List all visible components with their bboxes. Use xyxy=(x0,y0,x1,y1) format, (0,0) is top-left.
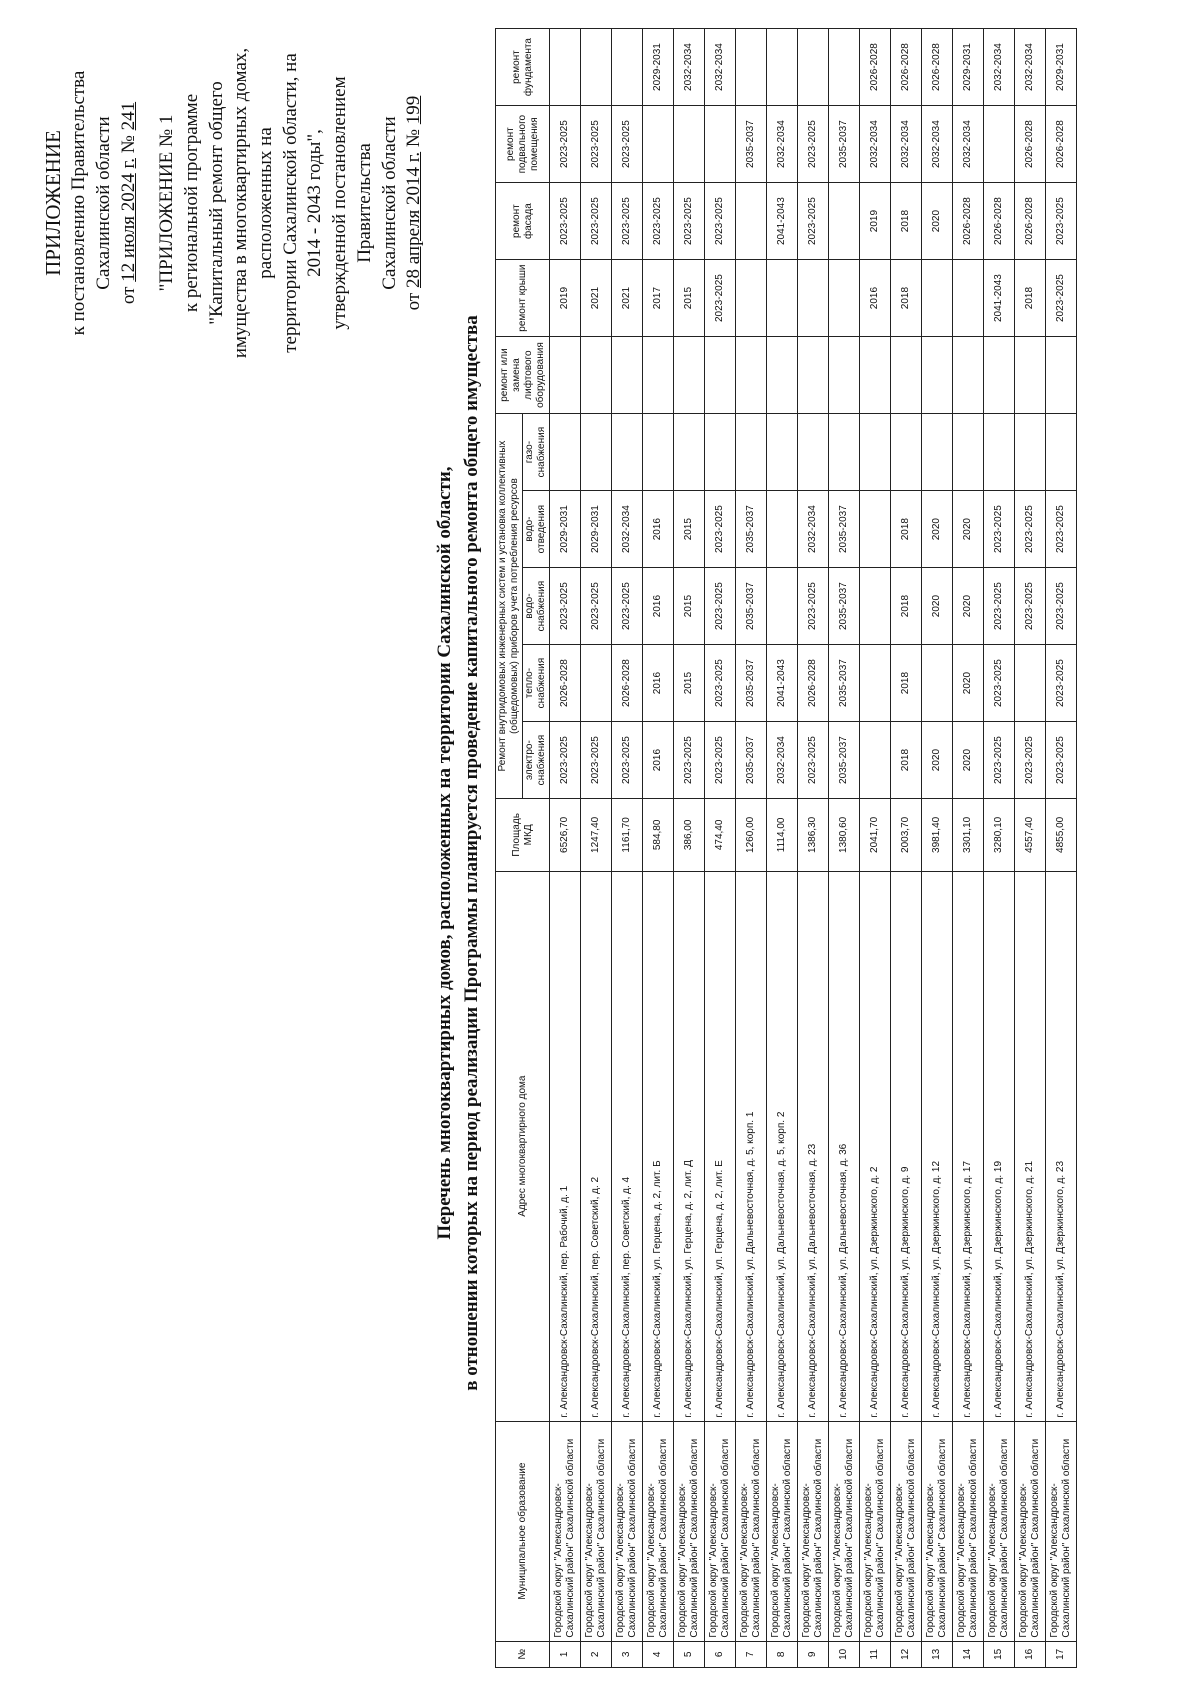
municipality-cell: Городской округ "Александровск-Сахалинский район" Сахалинской области xyxy=(612,1421,643,1641)
drainage-cell: 2032-2034 xyxy=(612,491,643,568)
area-cell: 1247,40 xyxy=(581,799,612,872)
address-cell: г. Александровск-Сахалинский, ул. Герцена, д. 2, лит. Б xyxy=(643,871,674,1421)
foundation-cell: 2026-2028 xyxy=(860,29,891,106)
heating-cell: 2015 xyxy=(674,645,705,722)
row-number: 9 xyxy=(798,1641,829,1667)
heating-cell: 2041-2043 xyxy=(767,645,798,722)
decree-date: 12 июля 2024 xyxy=(117,173,139,282)
lift-cell xyxy=(860,337,891,414)
foundation-cell: 2032-2034 xyxy=(1015,29,1046,106)
row-number: 2 xyxy=(581,1641,612,1667)
foundation-cell xyxy=(767,29,798,106)
drainage-cell: 2020 xyxy=(953,491,984,568)
gas-cell xyxy=(984,414,1015,491)
roof-cell xyxy=(767,260,798,337)
address-cell: г. Александровск-Сахалинский, ул. Дальневосточная, д. 5, корп. 1 xyxy=(736,871,767,1421)
col-header-lift: ремонт или замена лифтового оборудования xyxy=(496,337,550,414)
address-cell: г. Александровск-Сахалинский, ул. Дальневосточная, д. 36 xyxy=(829,871,860,1421)
table-row xyxy=(643,29,674,1668)
col-header-foundation: ремонт фундамента xyxy=(496,29,550,106)
lift-cell xyxy=(984,337,1015,414)
municipality-cell: Городской округ "Александровск-Сахалинский район" Сахалинской области xyxy=(550,1421,581,1641)
appendix-line: Сахалинской области xyxy=(92,116,114,290)
area-cell: 1114,00 xyxy=(767,799,798,872)
table-body xyxy=(550,29,1077,1668)
heating-cell: 2023-2025 xyxy=(984,645,1015,722)
appendix-subtitle: "ПРИЛОЖЕНИЕ № 1 xyxy=(156,114,178,292)
lift-cell xyxy=(829,337,860,414)
gas-cell xyxy=(550,414,581,491)
roof-cell xyxy=(798,260,829,337)
heating-cell xyxy=(1015,645,1046,722)
facade-cell: 2019 xyxy=(860,183,891,260)
water-supply-cell: 2023-2025 xyxy=(581,568,612,645)
water-supply-cell: 2015 xyxy=(674,568,705,645)
roof-cell xyxy=(922,260,953,337)
row-number: 16 xyxy=(1015,1641,1046,1667)
roof-cell: 2015 xyxy=(674,260,705,337)
area-cell: 1386,30 xyxy=(798,799,829,872)
area-cell: 2003,70 xyxy=(891,799,922,872)
basement-cell: 2023-2025 xyxy=(798,106,829,183)
drainage-cell: 2023-2025 xyxy=(705,491,736,568)
table-row xyxy=(984,29,1015,1668)
basement-cell: 2035-2037 xyxy=(736,106,767,183)
gas-cell xyxy=(736,414,767,491)
water-supply-cell: 2018 xyxy=(891,568,922,645)
area-cell: 4855,00 xyxy=(1046,799,1077,872)
water-supply-cell: 2035-2037 xyxy=(829,568,860,645)
municipality-cell: Городской округ "Александровск-Сахалинский район" Сахалинской области xyxy=(705,1421,736,1641)
lift-cell xyxy=(550,337,581,414)
foundation-cell xyxy=(798,29,829,106)
drainage-cell: 2023-2025 xyxy=(1015,491,1046,568)
water-supply-cell: 2023-2025 xyxy=(705,568,736,645)
electricity-cell: 2023-2025 xyxy=(1015,722,1046,799)
municipality-cell: Городской округ "Александровск-Сахалинский район" Сахалинской области xyxy=(1015,1421,1046,1641)
appendix-line: к региональной программе "Капитальный ремонт общего xyxy=(181,81,227,325)
lift-cell xyxy=(643,337,674,414)
address-cell: г. Александровск-Сахалинский, ул. Герцена, д. 2, лит. Д xyxy=(674,871,705,1421)
number-sign: № xyxy=(117,135,139,154)
facade-cell: 2026-2028 xyxy=(1015,183,1046,260)
facade-cell: 2041-2043 xyxy=(767,183,798,260)
roof-cell: 2023-2025 xyxy=(705,260,736,337)
heating-cell: 2026-2028 xyxy=(798,645,829,722)
col-header-roof: ремонт крыши xyxy=(496,260,550,337)
row-number: 5 xyxy=(674,1641,705,1667)
lift-cell xyxy=(1046,337,1077,414)
roof-cell: 2023-2025 xyxy=(1046,260,1077,337)
col-header-gas: газо-снабжения xyxy=(523,414,550,491)
water-supply-cell: 2023-2025 xyxy=(550,568,581,645)
heating-cell: 2023-2025 xyxy=(1046,645,1077,722)
roof-cell: 2041-2043 xyxy=(984,260,1015,337)
lift-cell xyxy=(891,337,922,414)
decree-year-suffix: г. xyxy=(117,158,139,169)
area-cell: 3981,40 xyxy=(922,799,953,872)
table-row xyxy=(674,29,705,1668)
municipality-cell: Городской округ "Александровск-Сахалинский район" Сахалинской области xyxy=(829,1421,860,1641)
basement-cell: 2032-2034 xyxy=(860,106,891,183)
water-supply-cell xyxy=(860,568,891,645)
row-number: 1 xyxy=(550,1641,581,1667)
address-cell: г. Александровск-Сахалинский, ул. Дальневосточная, д. 5, корп. 2 xyxy=(767,871,798,1421)
basement-cell xyxy=(705,106,736,183)
municipality-cell: Городской округ "Александровск-Сахалинский район" Сахалинской области xyxy=(984,1421,1015,1641)
table-row xyxy=(581,29,612,1668)
heating-cell: 2020 xyxy=(953,645,984,722)
area-cell: 3280,10 xyxy=(984,799,1015,872)
row-number: 17 xyxy=(1046,1641,1077,1667)
gas-cell xyxy=(922,414,953,491)
heating-cell: 2026-2028 xyxy=(550,645,581,722)
electricity-cell xyxy=(860,722,891,799)
area-cell: 6526,70 xyxy=(550,799,581,872)
facade-cell: 2023-2025 xyxy=(674,183,705,260)
facade-cell: 2020 xyxy=(922,183,953,260)
gas-cell xyxy=(860,414,891,491)
row-number: 4 xyxy=(643,1641,674,1667)
municipality-cell: Городской округ "Александровск-Сахалинский район" Сахалинской области xyxy=(581,1421,612,1641)
foundation-cell: 2029-2031 xyxy=(643,29,674,106)
appendix-line: к постановлению Правительства xyxy=(68,70,90,336)
lift-cell xyxy=(674,337,705,414)
number-sign: № xyxy=(403,128,425,148)
col-header-electricity: электро-снабжения xyxy=(523,722,550,799)
facade-cell: 2023-2025 xyxy=(798,183,829,260)
roof-cell xyxy=(953,260,984,337)
basement-cell: 2023-2025 xyxy=(612,106,643,183)
basement-cell xyxy=(674,106,705,183)
appendix-line: имущества в многоквартирных домах, расположенных на xyxy=(230,47,277,359)
address-cell: г. Александровск-Сахалинский, ул. Дзержинского, д. 9 xyxy=(891,871,922,1421)
gas-cell xyxy=(1015,414,1046,491)
electricity-cell: 2035-2037 xyxy=(736,722,767,799)
roof-cell xyxy=(736,260,767,337)
electricity-cell: 2023-2025 xyxy=(674,722,705,799)
lift-cell xyxy=(736,337,767,414)
gas-cell xyxy=(674,414,705,491)
water-supply-cell: 2023-2025 xyxy=(1046,568,1077,645)
address-cell: г. Александровск-Сахалинский, ул. Дзержинского, д. 21 xyxy=(1015,871,1046,1421)
gas-cell xyxy=(643,414,674,491)
table-row xyxy=(767,29,798,1668)
drainage-cell: 2016 xyxy=(643,491,674,568)
row-number: 13 xyxy=(922,1641,953,1667)
water-supply-cell: 2023-2025 xyxy=(612,568,643,645)
basement-cell: 2032-2034 xyxy=(953,106,984,183)
electricity-cell: 2023-2025 xyxy=(581,722,612,799)
row-number: 8 xyxy=(767,1641,798,1667)
municipality-cell: Городской округ "Александровск-Сахалинский район" Сахалинской области xyxy=(798,1421,829,1641)
area-cell: 4557,40 xyxy=(1015,799,1046,872)
basement-cell: 2023-2025 xyxy=(581,106,612,183)
foundation-cell: 2026-2028 xyxy=(891,29,922,106)
drainage-cell: 2020 xyxy=(922,491,953,568)
water-supply-cell: 2020 xyxy=(953,568,984,645)
foundation-cell xyxy=(612,29,643,106)
drainage-cell xyxy=(767,491,798,568)
foundation-cell: 2029-2031 xyxy=(1046,29,1077,106)
buildings-table-wrap xyxy=(495,28,1077,1668)
gas-cell xyxy=(798,414,829,491)
buildings-table xyxy=(495,28,1077,1668)
electricity-cell: 2023-2025 xyxy=(984,722,1015,799)
facade-cell: 2026-2028 xyxy=(984,183,1015,260)
table-row xyxy=(612,29,643,1668)
basement-cell: 2032-2034 xyxy=(922,106,953,183)
row-number: 12 xyxy=(891,1641,922,1667)
drainage-cell: 2032-2034 xyxy=(798,491,829,568)
lift-cell xyxy=(581,337,612,414)
facade-cell xyxy=(736,183,767,260)
date-prefix: от xyxy=(403,292,425,311)
municipality-cell: Городской округ "Александровск-Сахалинский район" Сахалинской области xyxy=(674,1421,705,1641)
table-row xyxy=(705,29,736,1668)
col-header-address: Адрес многоквартирного дома xyxy=(496,871,550,1421)
col-header-water-supply: водо-снабжения xyxy=(523,568,550,645)
lift-cell xyxy=(953,337,984,414)
facade-cell: 2023-2025 xyxy=(1046,183,1077,260)
roof-cell: 2019 xyxy=(550,260,581,337)
drainage-cell: 2015 xyxy=(674,491,705,568)
table-row xyxy=(550,29,581,1668)
facade-cell: 2026-2028 xyxy=(953,183,984,260)
facade-cell: 2023-2025 xyxy=(581,183,612,260)
roof-cell: 2021 xyxy=(581,260,612,337)
appendix-title: ПРИЛОЖЕНИЕ xyxy=(41,130,65,276)
facade-cell: 2023-2025 xyxy=(550,183,581,260)
basement-cell: 2026-2028 xyxy=(1046,106,1077,183)
drainage-cell: 2035-2037 xyxy=(736,491,767,568)
address-cell: г. Александровск-Сахалинский, ул. Дзержинского, д. 17 xyxy=(953,871,984,1421)
address-cell: г. Александровск-Сахалинский, ул. Дзержинского, д. 19 xyxy=(984,871,1015,1421)
drainage-cell: 2018 xyxy=(891,491,922,568)
address-cell: г. Александровск-Сахалинский, пер. Рабочий, д. 1 xyxy=(550,871,581,1421)
water-supply-cell: 2023-2025 xyxy=(1015,568,1046,645)
roof-cell: 2016 xyxy=(860,260,891,337)
water-supply-cell: 2023-2025 xyxy=(984,568,1015,645)
municipality-cell: Городской округ "Александровск-Сахалинский район" Сахалинской области xyxy=(891,1421,922,1641)
basement-cell: 2026-2028 xyxy=(1015,106,1046,183)
area-cell: 1380,60 xyxy=(829,799,860,872)
electricity-cell: 2018 xyxy=(891,722,922,799)
col-header-engineering: Ремонт внутридомовых инженерных систем и установка коллективных (общедомовых) приборов учета потребления ресурсов xyxy=(496,414,523,799)
address-cell: г. Александровск-Сахалинский, пер. Советский, д. 4 xyxy=(612,871,643,1421)
row-number: 10 xyxy=(829,1641,860,1667)
basement-cell xyxy=(984,106,1015,183)
foundation-cell: 2032-2034 xyxy=(984,29,1015,106)
program-date: 28 апреля 2014 г. xyxy=(403,151,425,288)
address-cell: г. Александровск-Сахалинский, ул. Дальневосточная, д. 23 xyxy=(798,871,829,1421)
table-row xyxy=(891,29,922,1668)
basement-cell: 2032-2034 xyxy=(767,106,798,183)
col-header-municipality: Муниципальное образование xyxy=(496,1421,550,1641)
gas-cell xyxy=(581,414,612,491)
heating-cell xyxy=(581,645,612,722)
roof-cell: 2021 xyxy=(612,260,643,337)
heating-cell: 2035-2037 xyxy=(736,645,767,722)
row-number: 11 xyxy=(860,1641,891,1667)
water-supply-cell xyxy=(767,568,798,645)
drainage-cell: 2029-2031 xyxy=(550,491,581,568)
electricity-cell: 2023-2025 xyxy=(798,722,829,799)
lift-cell xyxy=(798,337,829,414)
foundation-cell xyxy=(829,29,860,106)
municipality-cell: Городской округ "Александровск-Сахалинский район" Сахалинской области xyxy=(736,1421,767,1641)
electricity-cell: 2023-2025 xyxy=(1046,722,1077,799)
drainage-cell: 2023-2025 xyxy=(984,491,1015,568)
date-prefix: от xyxy=(117,286,139,305)
heating-cell: 2023-2025 xyxy=(705,645,736,722)
table-row xyxy=(1015,29,1046,1668)
heating-cell: 2018 xyxy=(891,645,922,722)
basement-cell: 2035-2037 xyxy=(829,106,860,183)
table-row xyxy=(1046,29,1077,1668)
basement-cell xyxy=(643,106,674,183)
electricity-cell: 2023-2025 xyxy=(705,722,736,799)
program-number: 199 xyxy=(403,95,425,125)
row-number: 7 xyxy=(736,1641,767,1667)
foundation-cell xyxy=(736,29,767,106)
document-title: Перечень многоквартирных домов, расположенных на территории Сахалинской области, xyxy=(434,466,455,1240)
foundation-cell xyxy=(550,29,581,106)
facade-cell xyxy=(829,183,860,260)
water-supply-cell: 2023-2025 xyxy=(798,568,829,645)
municipality-cell: Городской округ "Александровск-Сахалинский район" Сахалинской области xyxy=(922,1421,953,1641)
area-cell: 1161,70 xyxy=(612,799,643,872)
water-supply-cell: 2016 xyxy=(643,568,674,645)
facade-cell: 2023-2025 xyxy=(612,183,643,260)
water-supply-cell: 2035-2037 xyxy=(736,568,767,645)
water-supply-cell: 2020 xyxy=(922,568,953,645)
drainage-cell: 2029-2031 xyxy=(581,491,612,568)
table-row xyxy=(798,29,829,1668)
drainage-cell: 2023-2025 xyxy=(1046,491,1077,568)
document-subtitle: в отношении которых на период реализации Программы планируется проведение капитального ремонта общего имущества xyxy=(460,315,482,1391)
roof-cell xyxy=(829,260,860,337)
municipality-cell: Городской округ "Александровск-Сахалинский район" Сахалинской области xyxy=(860,1421,891,1641)
foundation-cell xyxy=(581,29,612,106)
col-header-area: Площадь МКД xyxy=(496,799,550,872)
roof-cell: 2018 xyxy=(891,260,922,337)
appendix-date-line xyxy=(402,38,427,368)
table-row xyxy=(736,29,767,1668)
foundation-cell: 2032-2034 xyxy=(674,29,705,106)
electricity-cell: 2035-2037 xyxy=(829,722,860,799)
col-header-drainage: водо-отведения xyxy=(523,491,550,568)
address-cell: г. Александровск-Сахалинский, ул. Дзержинского, д. 2 xyxy=(860,871,891,1421)
appendix-header xyxy=(40,38,427,368)
roof-cell: 2017 xyxy=(643,260,674,337)
lift-cell xyxy=(922,337,953,414)
col-header-facade: ремонт фасада xyxy=(496,183,550,260)
gas-cell xyxy=(705,414,736,491)
lift-cell xyxy=(767,337,798,414)
area-cell: 3301,10 xyxy=(953,799,984,872)
municipality-cell: Городской округ "Александровск-Сахалинский район" Сахалинской области xyxy=(1046,1421,1077,1641)
appendix-date-line xyxy=(117,38,142,368)
area-cell: 474,40 xyxy=(705,799,736,872)
facade-cell: 2023-2025 xyxy=(705,183,736,260)
row-number: 15 xyxy=(984,1641,1015,1667)
appendix-line: Сахалинской области xyxy=(378,116,400,290)
gas-cell xyxy=(767,414,798,491)
area-cell: 386,00 xyxy=(674,799,705,872)
lift-cell xyxy=(612,337,643,414)
heating-cell: 2035-2037 xyxy=(829,645,860,722)
gas-cell xyxy=(891,414,922,491)
lift-cell xyxy=(1015,337,1046,414)
electricity-cell: 2032-2034 xyxy=(767,722,798,799)
municipality-cell: Городской округ "Александровск-Сахалинский район" Сахалинской области xyxy=(767,1421,798,1641)
foundation-cell: 2029-2031 xyxy=(953,29,984,106)
lift-cell xyxy=(705,337,736,414)
roof-cell: 2018 xyxy=(1015,260,1046,337)
gas-cell xyxy=(612,414,643,491)
drainage-cell xyxy=(860,491,891,568)
foundation-cell: 2026-2028 xyxy=(922,29,953,106)
col-header-no: № xyxy=(496,1641,550,1667)
electricity-cell: 2023-2025 xyxy=(612,722,643,799)
area-cell: 2041,70 xyxy=(860,799,891,872)
basement-cell: 2023-2025 xyxy=(550,106,581,183)
address-cell: г. Александровск-Сахалинский, ул. Дзержинского, д. 23 xyxy=(1046,871,1077,1421)
address-cell: г. Александровск-Сахалинский, пер. Советский, д. 2 xyxy=(581,871,612,1421)
municipality-cell: Городской округ "Александровск-Сахалинский район" Сахалинской области xyxy=(953,1421,984,1641)
table-row xyxy=(860,29,891,1668)
electricity-cell: 2016 xyxy=(643,722,674,799)
electricity-cell: 2023-2025 xyxy=(550,722,581,799)
heating-cell xyxy=(922,645,953,722)
appendix-line: утвержденной постановлением Правительства xyxy=(329,76,375,330)
table-row xyxy=(829,29,860,1668)
table-row xyxy=(922,29,953,1668)
row-number: 3 xyxy=(612,1641,643,1667)
area-cell: 584,80 xyxy=(643,799,674,872)
heating-cell: 2026-2028 xyxy=(612,645,643,722)
heating-cell xyxy=(860,645,891,722)
drainage-cell: 2035-2037 xyxy=(829,491,860,568)
basement-cell: 2032-2034 xyxy=(891,106,922,183)
area-cell: 1260,00 xyxy=(736,799,767,872)
appendix-line: территории Сахалинской области, на 2014 - 2043 годы", xyxy=(279,53,326,353)
facade-cell: 2018 xyxy=(891,183,922,260)
electricity-cell: 2020 xyxy=(953,722,984,799)
heating-cell: 2016 xyxy=(643,645,674,722)
municipality-cell: Городской округ "Александровск-Сахалинский район" Сахалинской области xyxy=(643,1421,674,1641)
row-number: 6 xyxy=(705,1641,736,1667)
row-number: 14 xyxy=(953,1641,984,1667)
decree-number: 241 xyxy=(117,101,139,131)
col-header-basement: ремонт подвального помещения xyxy=(496,106,550,183)
gas-cell xyxy=(1046,414,1077,491)
address-cell: г. Александровск-Сахалинский, ул. Герцена, д. 2, лит. Е xyxy=(705,871,736,1421)
electricity-cell: 2020 xyxy=(922,722,953,799)
gas-cell xyxy=(953,414,984,491)
document-titles xyxy=(432,88,485,1618)
facade-cell: 2023-2025 xyxy=(643,183,674,260)
address-cell: г. Александровск-Сахалинский, ул. Дзержинского, д. 12 xyxy=(922,871,953,1421)
foundation-cell: 2032-2034 xyxy=(705,29,736,106)
gas-cell xyxy=(829,414,860,491)
col-header-heating: тепло-снабжения xyxy=(523,645,550,722)
table-row xyxy=(953,29,984,1668)
